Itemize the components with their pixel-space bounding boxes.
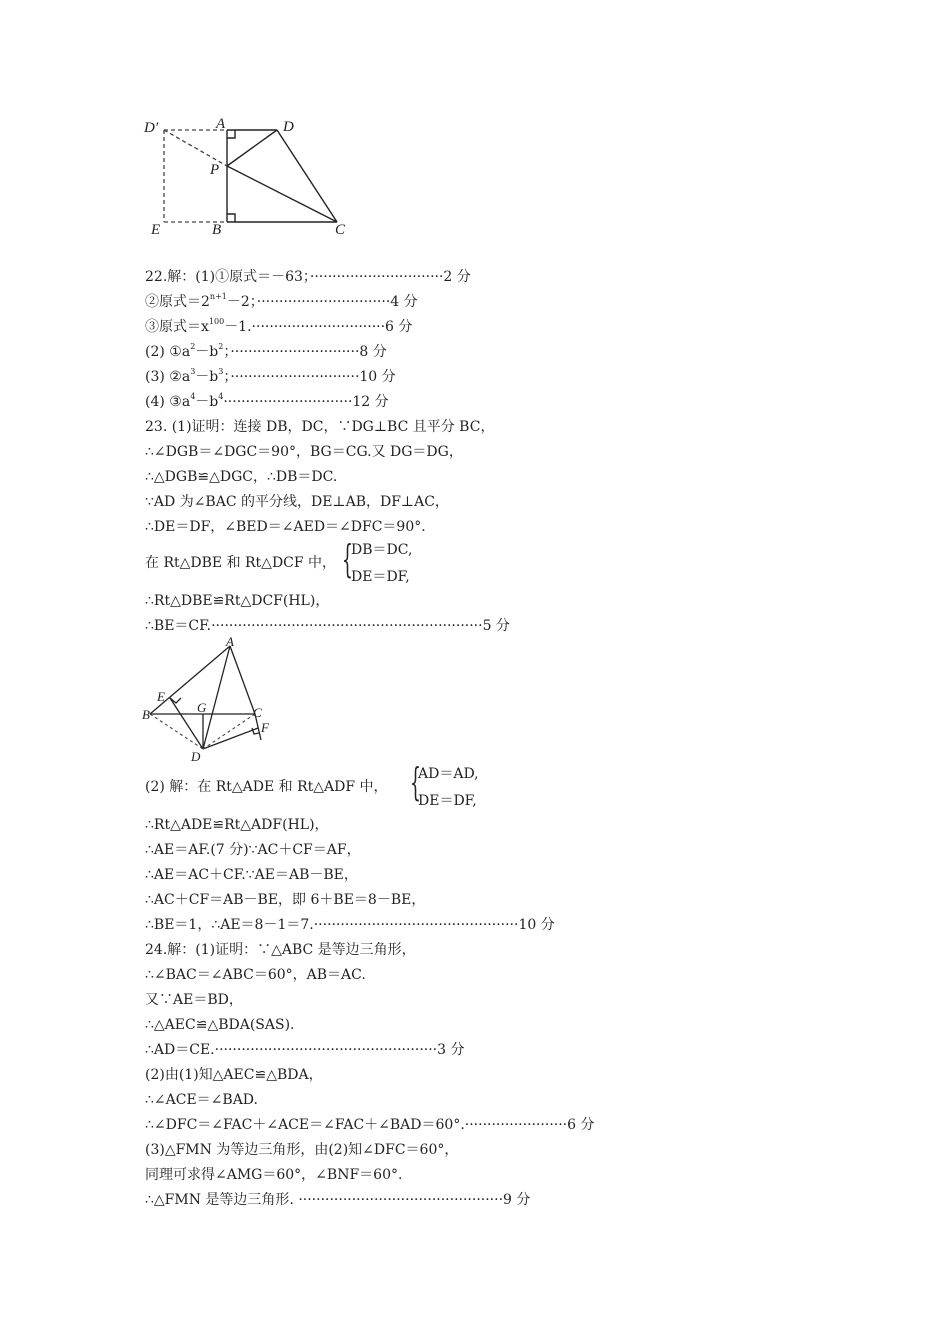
q23-system-2-eq1: AD＝AD, <box>418 766 479 782</box>
q22-line-5-sup1: 3 <box>190 367 196 376</box>
q22-line-3-sup: 100 <box>208 317 225 326</box>
q22-line-2-sup: n+1 <box>209 292 227 301</box>
q22-line-6-sup2: 4 <box>218 392 224 401</box>
label-D: D <box>283 119 294 135</box>
q22-line-5-post: ；·····························10 分 <box>223 369 396 385</box>
q23-line-2: ∴∠DGB＝∠DGC＝90°，BG＝CG.又 DG＝DG， <box>145 444 463 460</box>
figure-trapezoid-diagram <box>140 110 360 240</box>
label-C: C <box>335 222 346 238</box>
q23-line-12: ∴AE＝AC＋CF.∵AE＝AB－BE， <box>145 867 358 883</box>
q24-line-1: 24.解：(1)证明：∵△ABC 是等边三角形， <box>145 942 416 958</box>
q24-line-11: ∴△FMN 是等边三角形. ··············································9 分 <box>145 1192 531 1208</box>
q22-line-6-post: ·····························12 分 <box>223 394 389 410</box>
q23-line-11: ∴AE＝AF.(7 分)∵AC＋CF＝AF， <box>145 842 361 858</box>
q22-line-1: 22.解：(1)①原式＝－63；······························2 分 <box>145 269 471 285</box>
q22-line-2 <box>145 293 418 311</box>
q24-line-2: ∴∠BAC＝∠ABC＝60°，AB＝AC. <box>145 967 366 983</box>
q23-line-6: 在 Rt△DBE 和 Rt△DCF 中， <box>145 555 337 571</box>
q23-system-1-eq1: DB＝DC, <box>351 542 413 558</box>
q24-line-5: ∴AD＝CE.··················································3 分 <box>145 1042 465 1058</box>
q23-line-9: (2) 解：在 Rt△ADE 和 Rt△ADF 中， <box>145 779 388 795</box>
q22-line-2-pre: ②原式＝2 <box>145 294 210 310</box>
q22-line-4-sup2: 2 <box>218 342 224 351</box>
q22-line-6-mid: －b <box>195 394 219 410</box>
label-Dprime: D′ <box>144 120 159 136</box>
label-A: A <box>226 636 234 649</box>
label-B: B <box>212 222 222 238</box>
q23-line-13: ∴AC＋CF＝AB－BE，即 6＋BE＝8－BE， <box>145 892 426 908</box>
q23-line-8: ∴BE＝CF.·····························································5 分 <box>145 618 510 634</box>
q22-line-2-post: －2；······························4 分 <box>226 294 418 310</box>
q22-line-4-pre: (2) ①a <box>145 344 191 360</box>
label-P: P <box>210 162 220 178</box>
brace-system-2: { <box>410 760 421 804</box>
q22-line-4-mid: －b <box>195 344 219 360</box>
q22-line-5 <box>145 368 396 386</box>
q23-system-1-eq2: DE＝DF, <box>351 569 410 585</box>
label-E: E <box>151 222 161 238</box>
label-E: E <box>157 689 165 704</box>
q22-line-4-sup1: 2 <box>190 342 196 351</box>
label-B: B <box>142 707 150 722</box>
q22-line-3-pre: ③原式＝x <box>145 319 209 335</box>
label-F: F <box>261 720 269 735</box>
q23-line-10: ∴Rt△ADE≌Rt△ADF(HL)， <box>145 817 329 833</box>
q23-line-14: ∴BE＝1，∴AE＝8－1＝7.··············································10 分 <box>145 917 555 933</box>
q24-line-6: (2)由(1)知△AEC≌△BDA， <box>145 1067 323 1083</box>
label-D: D <box>191 749 201 764</box>
q23-line-1: 23. (1)证明：连接 DB，DC，∵DG⊥BC 且平分 BC， <box>145 419 495 435</box>
q22-line-6 <box>145 393 389 411</box>
label-G: G <box>197 700 207 715</box>
q23-line-7: ∴Rt△DBE≌Rt△DCF(HL)， <box>145 593 330 609</box>
figure-triangle-bisector-diagram <box>140 636 280 766</box>
q23-line-4: ∵AD 为∠BAC 的平分线，DE⊥AB，DF⊥AC， <box>145 494 449 510</box>
q24-line-10: 同理可求得∠AMG＝60°，∠BNF＝60°. <box>145 1167 403 1183</box>
q22-line-4-post: ；·····························8 分 <box>223 344 387 360</box>
q22-line-4 <box>145 343 387 361</box>
label-C: C <box>253 705 262 720</box>
q22-line-3 <box>145 318 412 336</box>
q24-line-9: (3)△FMN 为等边三角形，由(2)知∠DFC＝60°， <box>145 1142 459 1158</box>
q24-line-8: ∴∠DFC＝∠FAC＋∠ACE＝∠FAC＋∠BAD＝60°.·······················6 分 <box>145 1117 595 1133</box>
q24-line-3: 又∵AE＝BD， <box>145 992 243 1008</box>
q23-system-2-eq2: DE＝DF, <box>418 793 477 809</box>
q22-line-3-post: －1.······························6 分 <box>224 319 413 335</box>
q22-line-5-sup2: 3 <box>218 367 224 376</box>
q24-line-7: ∴∠ACE＝∠BAD. <box>145 1092 258 1108</box>
q22-line-6-sup1: 4 <box>190 392 196 401</box>
label-A: A <box>216 116 226 132</box>
q22-line-5-pre: (3) ②a <box>145 369 191 385</box>
q22-line-6-pre: (4) ③a <box>145 394 191 410</box>
q23-line-5: ∴DE＝DF，∠BED＝∠AED＝∠DFC＝90°. <box>145 519 426 535</box>
q22-line-5-mid: －b <box>195 369 219 385</box>
brace-system-1: { <box>342 537 353 581</box>
q24-line-4: ∴△AEC≌△BDA(SAS). <box>145 1017 295 1033</box>
q23-line-3: ∴△DGB≌△DGC，∴DB＝DC. <box>145 469 338 485</box>
